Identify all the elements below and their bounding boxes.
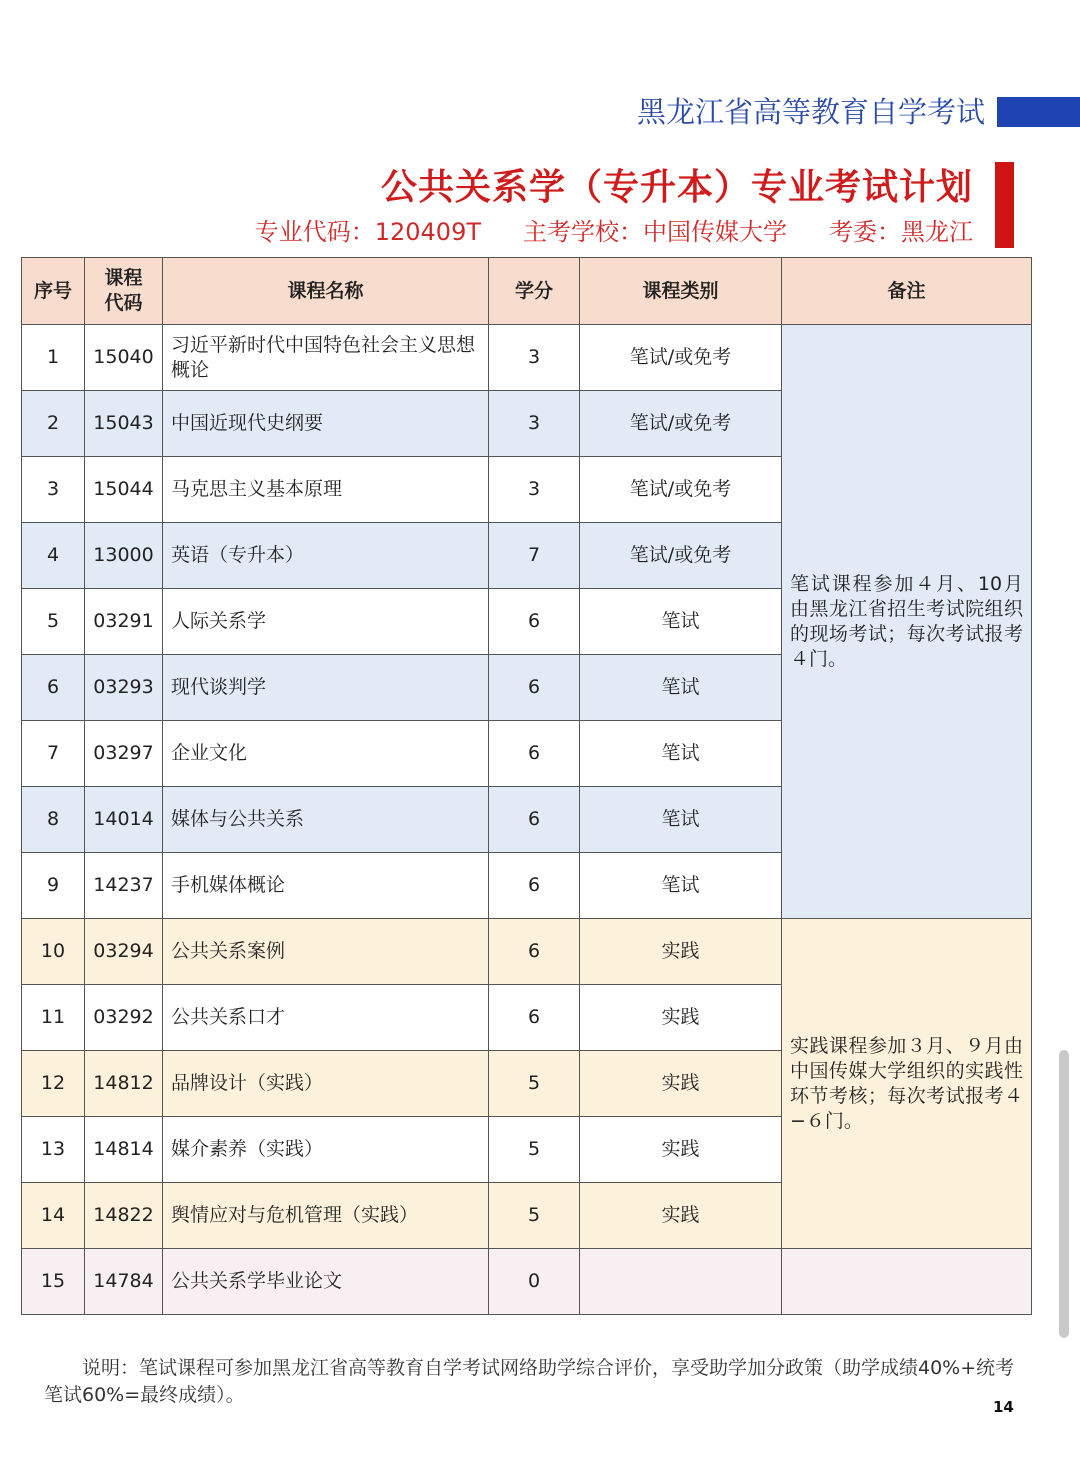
row-credit: 5: [489, 1117, 580, 1183]
row-code: 15040: [85, 325, 163, 391]
host-school: 主考学校：中国传媒大学: [523, 218, 787, 246]
org-title: 黑龙江省高等教育自学考试: [636, 95, 985, 129]
row-name: 媒体与公共关系: [163, 787, 489, 853]
footnote: 说明：笔试课程可参加黑龙江省高等教育自学考试网络助学综合评价，享受助学加分政策（助学成绩40%+统考笔试60%=最终成绩）。: [44, 1357, 1015, 1406]
row-credit: 3: [489, 325, 580, 391]
practice-exam-note: 实践课程参加３月、９月由中国传媒大学组织的实践性环节考核；每次考试报考４−６门。: [782, 919, 1032, 1249]
row-credit: 7: [489, 523, 580, 589]
row-seq: 2: [22, 391, 85, 457]
row-type: 笔试/或免考: [580, 391, 782, 457]
row-type: 实践: [580, 985, 782, 1051]
row-seq: 3: [22, 457, 85, 523]
plan-meta: [200, 214, 973, 250]
row-code: 03291: [85, 589, 163, 655]
row-name: 品牌设计（实践）: [163, 1051, 489, 1117]
row-type: 笔试: [580, 787, 782, 853]
row-code: 14784: [85, 1249, 163, 1315]
row-seq: 14: [22, 1183, 85, 1249]
header-code: 课程代码: [85, 258, 163, 325]
row-name: 公共关系口才: [163, 985, 489, 1051]
row-code: 14812: [85, 1051, 163, 1117]
row-name: 企业文化: [163, 721, 489, 787]
plan-title-accent-bar: [995, 162, 1014, 248]
row-type: 笔试/或免考: [580, 523, 782, 589]
row-name: 手机媒体概论: [163, 853, 489, 919]
row-code: 03294: [85, 919, 163, 985]
row-name: 舆情应对与危机管理（实践）: [163, 1183, 489, 1249]
row-credit: 6: [489, 787, 580, 853]
written-exam-note: 笔试课程参加４月、10月由黑龙江省招生考试院组织的现场考试；每次考试报考４门。: [782, 325, 1032, 919]
row-credit: 6: [489, 919, 580, 985]
row-name: 马克思主义基本原理: [163, 457, 489, 523]
header-seq: 序号: [22, 258, 85, 325]
row-code: 13000: [85, 523, 163, 589]
row-seq: 7: [22, 721, 85, 787]
row-credit: 6: [489, 589, 580, 655]
row-type: 笔试: [580, 853, 782, 919]
row-credit: 3: [489, 457, 580, 523]
row-seq: 5: [22, 589, 85, 655]
row-credit: 6: [489, 985, 580, 1051]
row-credit: 6: [489, 655, 580, 721]
row-seq: 15: [22, 1249, 85, 1315]
row-name: 英语（专升本）: [163, 523, 489, 589]
scrollbar[interactable]: [1059, 1050, 1069, 1338]
row-type: 笔试: [580, 655, 782, 721]
row-code: 15044: [85, 457, 163, 523]
row-seq: 11: [22, 985, 85, 1051]
row-type: 笔试: [580, 589, 782, 655]
row-name: 人际关系学: [163, 589, 489, 655]
page-number: 14: [993, 1398, 1014, 1416]
row-seq: 6: [22, 655, 85, 721]
row-credit: 6: [489, 721, 580, 787]
row-code: 03297: [85, 721, 163, 787]
row-type: 笔试/或免考: [580, 325, 782, 391]
row-name: 公共关系案例: [163, 919, 489, 985]
row-name: 媒介素养（实践）: [163, 1117, 489, 1183]
exam-committee: 考委：黑龙江: [829, 218, 973, 246]
row-code: 03293: [85, 655, 163, 721]
row-code: 14014: [85, 787, 163, 853]
row-type: 实践: [580, 1051, 782, 1117]
row-seq: 10: [22, 919, 85, 985]
row-credit: 6: [489, 853, 580, 919]
row-name: 现代谈判学: [163, 655, 489, 721]
row-type: 笔试/或免考: [580, 457, 782, 523]
row-code: 14237: [85, 853, 163, 919]
row-note-empty: [782, 1249, 1032, 1315]
row-credit: 0: [489, 1249, 580, 1315]
row-seq: 13: [22, 1117, 85, 1183]
row-credit: 5: [489, 1051, 580, 1117]
row-seq: 9: [22, 853, 85, 919]
header-name: 课程名称: [163, 258, 489, 325]
header-note: 备注: [782, 258, 1032, 325]
plan-title: 公共关系学（专升本）专业考试计划: [380, 167, 973, 208]
row-seq: 1: [22, 325, 85, 391]
row-type: [580, 1249, 782, 1315]
row-code: 14814: [85, 1117, 163, 1183]
row-code: 15043: [85, 391, 163, 457]
row-name: 中国近现代史纲要: [163, 391, 489, 457]
major-code: 专业代码：120409T: [254, 218, 481, 246]
row-name: 习近平新时代中国特色社会主义思想概论: [163, 325, 489, 391]
row-credit: 5: [489, 1183, 580, 1249]
header-type: 课程类别: [580, 258, 782, 325]
row-credit: 3: [489, 391, 580, 457]
exam-plan-table: [21, 257, 1032, 1315]
row-code: 03292: [85, 985, 163, 1051]
table-row: [22, 325, 1032, 391]
table-header-row: [22, 258, 1032, 325]
row-code: 14822: [85, 1183, 163, 1249]
header-credit: 学分: [489, 258, 580, 325]
org-title-accent-bar: [997, 97, 1080, 127]
row-name: 公共关系学毕业论文: [163, 1249, 489, 1315]
table-row: [22, 1249, 1032, 1315]
row-seq: 12: [22, 1051, 85, 1117]
table-row: [22, 919, 1032, 985]
row-seq: 4: [22, 523, 85, 589]
row-type: 实践: [580, 1117, 782, 1183]
row-type: 实践: [580, 1183, 782, 1249]
row-seq: 8: [22, 787, 85, 853]
row-type: 实践: [580, 919, 782, 985]
row-type: 笔试: [580, 721, 782, 787]
